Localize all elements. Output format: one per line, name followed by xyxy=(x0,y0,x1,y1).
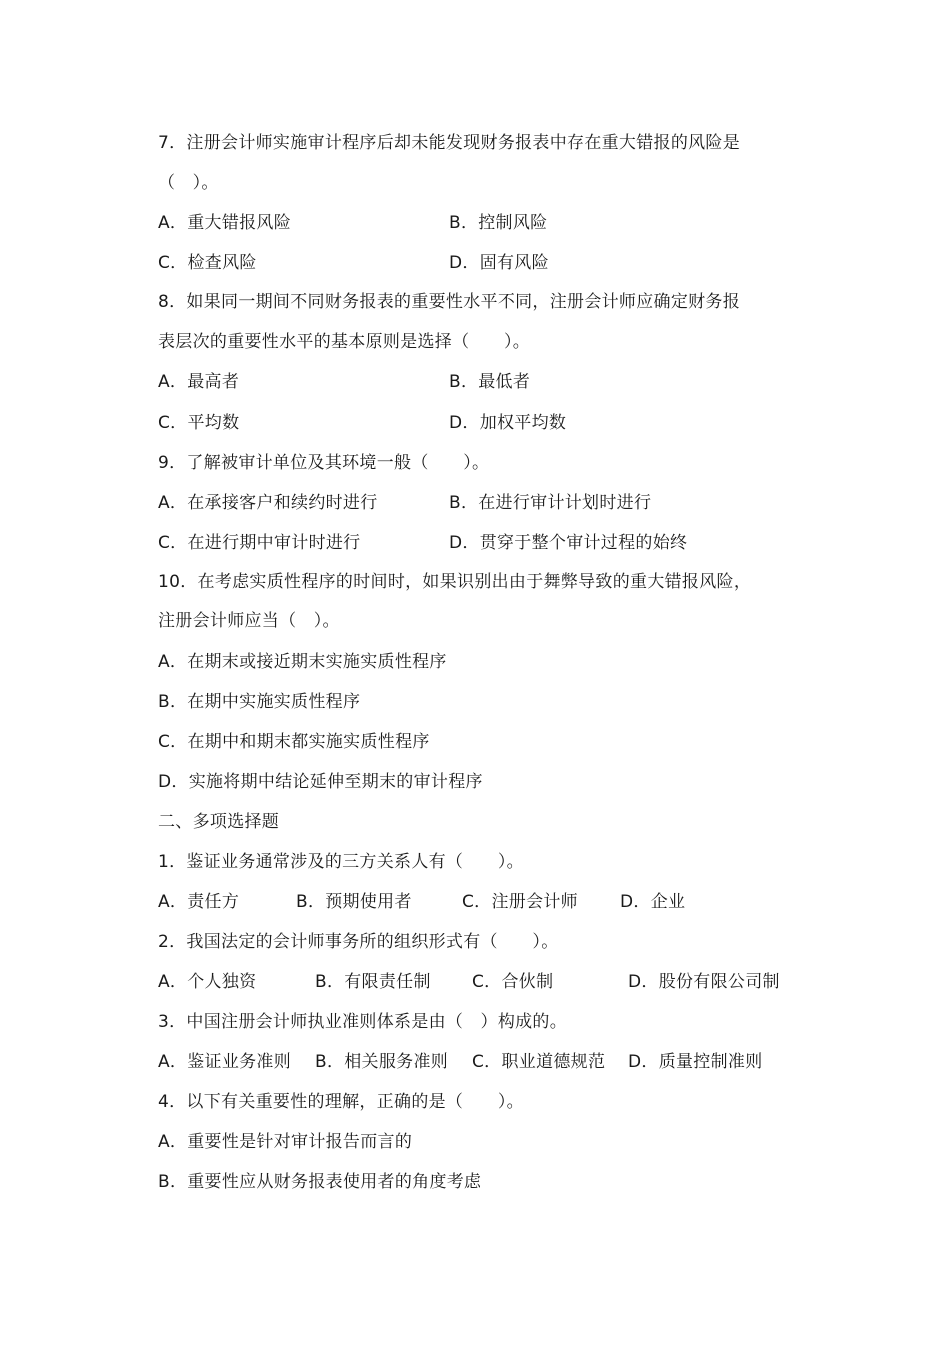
multi-question-3-option-b: B．相关服务准则 xyxy=(315,1052,449,1072)
question-9-option-a: A．在承接客户和续约时进行 xyxy=(158,493,378,513)
multi-question-4-option-a: A．重要性是针对审计报告而言的 xyxy=(158,1132,413,1152)
question-10-stem-line-1: 10．在考虑实质性程序的时间时，如果识别出由于舞弊导致的重大错报风险， xyxy=(158,572,752,592)
question-8-option-d: D．加权平均数 xyxy=(449,413,567,433)
multi-question-3-option-a: A．鉴证业务准则 xyxy=(158,1052,292,1072)
question-10-option-b: B．在期中实施实质性程序 xyxy=(158,692,361,712)
multi-question-1-option-c: C．注册会计师 xyxy=(462,892,578,912)
question-9-option-c: C．在进行期中审计时进行 xyxy=(158,533,361,553)
question-9-option-d: D．贯穿于整个审计过程的始终 xyxy=(449,533,688,553)
multi-question-1-option-b: B．预期使用者 xyxy=(296,892,412,912)
section-heading-multiple-choice: 二、多项选择题 xyxy=(158,812,280,832)
multi-question-1-stem: 1．鉴证业务通常涉及的三方关系人有（ ）。 xyxy=(158,852,524,872)
question-7-option-c: C．检查风险 xyxy=(158,253,257,273)
question-7-option-a: A．重大错报风险 xyxy=(158,213,292,233)
multi-question-3-option-d: D．质量控制准则 xyxy=(628,1052,763,1072)
question-9-stem-line-1: 9．了解被审计单位及其环境一般（ ）。 xyxy=(158,453,490,473)
question-7-option-d: D．固有风险 xyxy=(449,253,549,273)
question-7-stem-line-1: 7．注册会计师实施审计程序后却未能发现财务报表中存在重大错报的风险是 xyxy=(158,133,741,153)
question-8-option-b: B．最低者 xyxy=(449,372,531,392)
question-7-stem-line-2: （ ）。 xyxy=(158,173,219,193)
multi-question-3-stem: 3．中国注册会计师执业准则体系是由（ ）构成的。 xyxy=(158,1012,568,1032)
multi-question-2-option-c: C．合伙制 xyxy=(472,972,554,992)
question-10-stem-line-2: 注册会计师应当（ ）。 xyxy=(158,611,340,631)
multi-question-2-option-d: D．股份有限公司制 xyxy=(628,972,780,992)
question-9-option-b: B．在进行审计计划时进行 xyxy=(449,493,652,513)
multi-question-2-option-a: A．个人独资 xyxy=(158,972,257,992)
question-8-stem-line-2: 表层次的重要性水平的基本原则是选择（ ）。 xyxy=(158,332,531,352)
multi-question-3-option-c: C．职业道德规范 xyxy=(472,1052,606,1072)
question-10-option-a: A．在期末或接近期末实施实质性程序 xyxy=(158,652,447,672)
multi-question-2-stem: 2．我国法定的会计师事务所的组织形式有（ ）。 xyxy=(158,932,559,952)
question-8-stem-line-1: 8．如果同一期间不同财务报表的重要性水平不同，注册会计师应确定财务报 xyxy=(158,292,741,312)
question-10-option-c: C．在期中和期末都实施实质性程序 xyxy=(158,732,430,752)
multi-question-4-stem: 4．以下有关重要性的理解，正确的是（ ）。 xyxy=(158,1092,524,1112)
question-8-option-a: A．最高者 xyxy=(158,372,240,392)
multi-question-2-option-b: B．有限责任制 xyxy=(315,972,431,992)
multi-question-1-option-d: D．企业 xyxy=(620,892,686,912)
question-8-option-c: C．平均数 xyxy=(158,413,240,433)
question-7-option-b: B．控制风险 xyxy=(449,213,548,233)
question-10-option-d: D．实施将期中结论延伸至期末的审计程序 xyxy=(158,772,483,792)
multi-question-4-option-b: B．重要性应从财务报表使用者的角度考虑 xyxy=(158,1172,482,1192)
multi-question-1-option-a: A．责任方 xyxy=(158,892,240,912)
